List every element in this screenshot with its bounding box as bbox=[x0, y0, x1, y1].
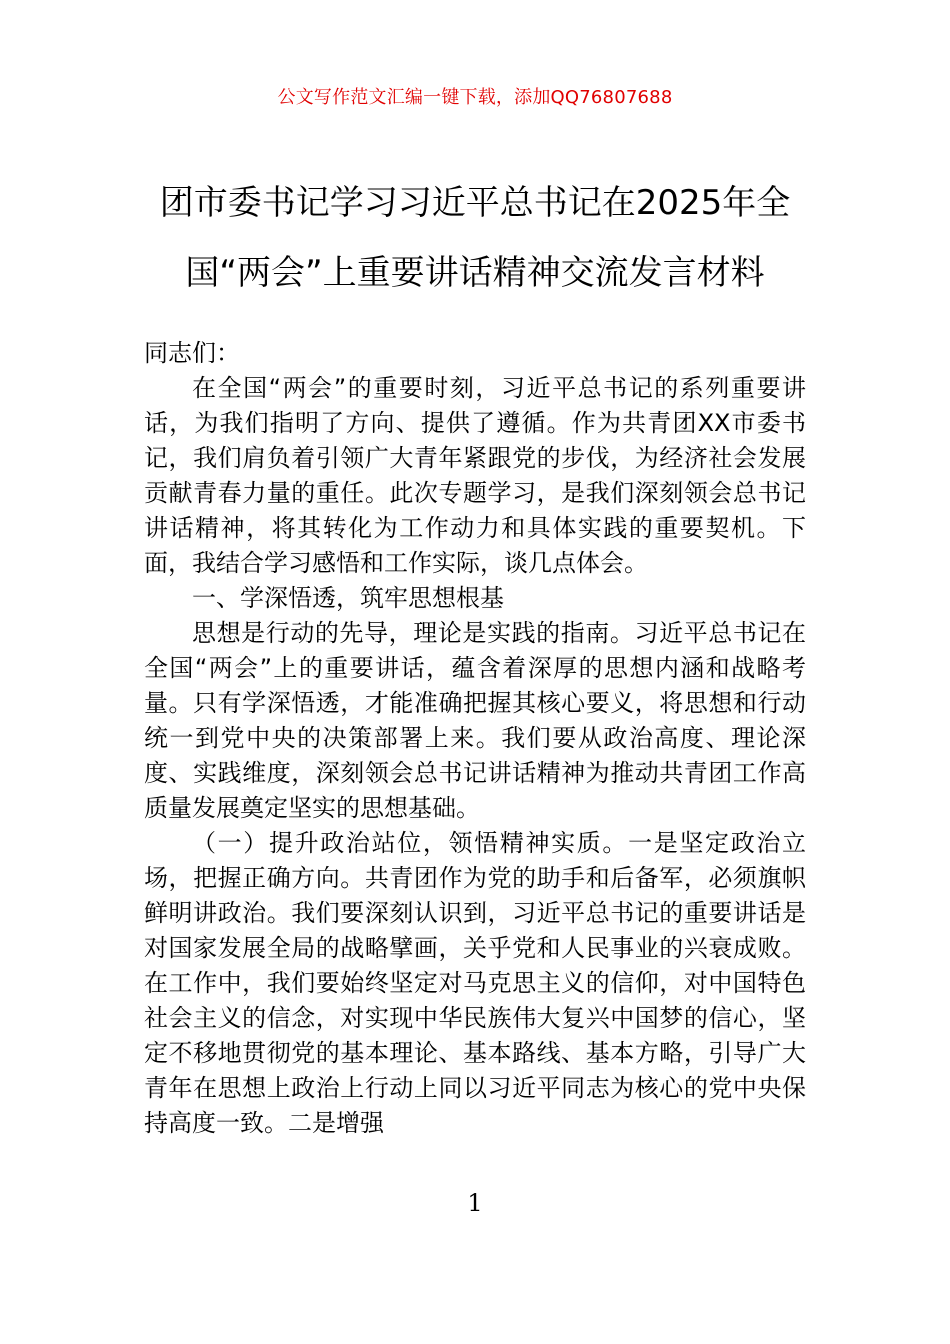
document-title bbox=[130, 168, 820, 308]
section-heading-1: 一、学深悟透，筑牢思想根基 bbox=[192, 584, 504, 612]
page-number: 1 bbox=[467, 1189, 483, 1217]
paragraph-subsection-1: （一）提升政治站位，领悟精神实质。一是坚定政治立场，把握正确方向。共青团作为党的助手和后备军，必须旗帜鲜明讲政治。我们要深刻认识到，习近平总书记的重要讲话是对国家发展全局的战略擘画，关乎党和人民事业的兴衰成败。在工作中，我们要始终坚定对马克思主义的信仰，对中国特色社会主义的信念，对实现中华民族伟大复兴中国梦的信心，坚定不移地贯彻党的基本理论、基本路线、基本方略，引导广大青年在思想上政治上行动上同以习近平同志为核心的党中央保持高度一致。二是增强 bbox=[144, 829, 806, 1137]
salutation: 同志们： bbox=[144, 339, 240, 367]
paragraph-intro: 在全国“两会”的重要时刻，习近平总书记的系列重要讲话，为我们指明了方向、提供了遵循。作为共青团XX市委书记，我们肩负着引领广大青年紧跟党的步伐，为经济社会发展贡献青春力量的重任。此次专题学习，是我们深刻领会总书记讲话精神，将其转化为工作动力和具体实践的重要契机。下面，我结合学习感悟和工作实际，谈几点体会。 bbox=[144, 374, 806, 577]
watermark-text: 公文写作范文汇编一键下载，添加QQ76807688 bbox=[277, 87, 673, 108]
title-line-2: 国“两会”上重要讲话精神交流发言材料 bbox=[185, 253, 765, 293]
document-body bbox=[144, 336, 806, 1141]
title-line-1: 团市委书记学习习近平总书记在2025年全 bbox=[159, 183, 791, 223]
paragraph-section-1: 思想是行动的先导，理论是实践的指南。习近平总书记在全国“两会”上的重要讲话，蕴含着深厚的思想内涵和战略考量。只有学深悟透，才能准确把握其核心要义，将思想和行动统一到党中央的决策部署上来。我们要从政治高度、理论深度、实践维度，深刻领会总书记讲话精神为推动共青团工作高质量发展奠定坚实的思想基础。 bbox=[144, 619, 806, 822]
